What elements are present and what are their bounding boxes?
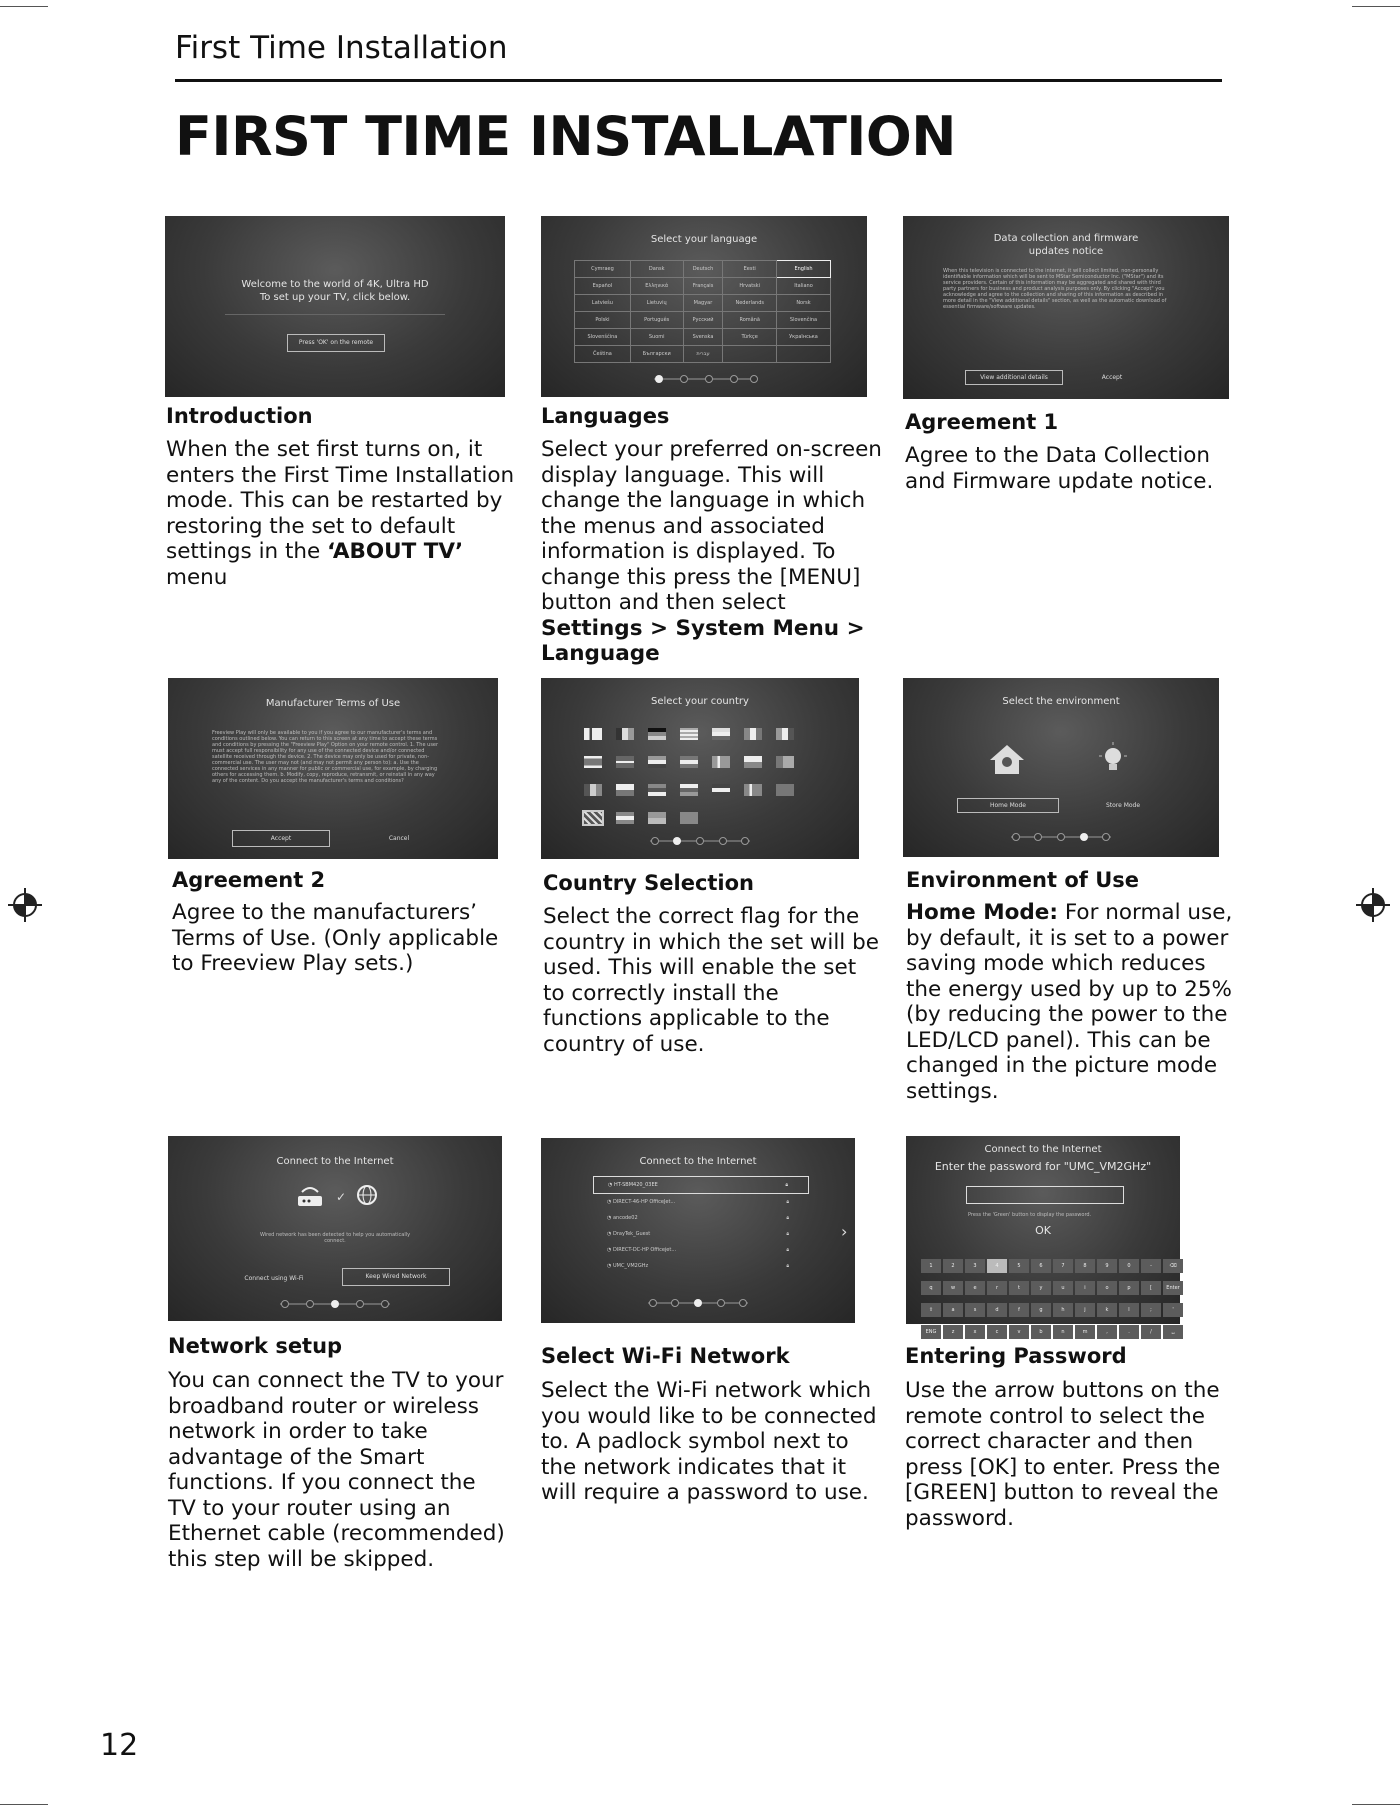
- flag-icon: [616, 812, 634, 824]
- registration-mark-icon: [1356, 888, 1390, 922]
- wifi-icon: ◔: [607, 1247, 612, 1253]
- flag-icon: [776, 756, 794, 768]
- keyboard-key: q: [921, 1281, 941, 1295]
- screen-title: Select the environment: [1002, 696, 1120, 707]
- crop-mark: [1352, 6, 1400, 7]
- home-icon: [987, 742, 1027, 776]
- body-agreement-2: Agree to the manufacturers’ Terms of Use. (Only applicable to Freeview Play sets.): [172, 900, 499, 976]
- keyboard-key: 5: [1009, 1259, 1029, 1273]
- keyboard-key: 4: [987, 1259, 1007, 1273]
- screen-button: Accept: [1101, 374, 1123, 381]
- flag-icon: [680, 756, 698, 768]
- caption-agreement-1: Agreement 1: [905, 410, 1059, 434]
- keyboard-key: ;: [1141, 1303, 1161, 1317]
- flag-icon: [648, 812, 666, 824]
- keyboard-key: 3: [965, 1259, 985, 1273]
- flag-icon: [744, 784, 762, 796]
- password-input: [966, 1186, 1124, 1204]
- keyboard-key: p: [1119, 1281, 1139, 1295]
- keyboard-key: t: [1009, 1281, 1029, 1295]
- flag-icon: [648, 756, 666, 768]
- keyboard-key: z: [943, 1325, 963, 1339]
- screen-button: Connect using Wi-Fi: [244, 1275, 304, 1282]
- ok-label: OK: [1035, 1224, 1051, 1237]
- keyboard-key: 0: [1119, 1259, 1139, 1273]
- keyboard-key: 2: [943, 1259, 963, 1273]
- caption-network-setup: Network setup: [168, 1334, 343, 1358]
- keyboard-key: .: [1119, 1325, 1139, 1339]
- wifi-network-item: ◔ ancode02 🔒︎: [593, 1210, 809, 1226]
- keyboard-key: a: [943, 1303, 963, 1317]
- screen-text: Wired network has been detected to help you automatically connect.: [259, 1232, 411, 1244]
- caption-agreement-2: Agreement 2: [172, 868, 326, 892]
- wifi-icon: ◔: [607, 1215, 612, 1221]
- caption-entering-password: Entering Password: [905, 1344, 1127, 1368]
- keyboard-key: ⇧: [921, 1303, 941, 1317]
- page-number: 12: [100, 1728, 139, 1763]
- keyboard-key: u: [1053, 1281, 1073, 1295]
- keyboard-key: w: [943, 1281, 963, 1295]
- keyboard-key: f: [1009, 1303, 1029, 1317]
- screen-title: Connect to the Internet: [276, 1156, 394, 1167]
- keyboard-key: r: [987, 1281, 1007, 1295]
- keyboard-key: e: [965, 1281, 985, 1295]
- padlock-icon: 🔒︎: [785, 1182, 788, 1188]
- keyboard-key: d: [987, 1303, 1007, 1317]
- flag-icon: [616, 756, 634, 768]
- flag-grid: [577, 728, 827, 840]
- page-title: FIRST TIME INSTALLATION: [175, 105, 956, 168]
- flag-icon: [616, 784, 634, 796]
- padlock-icon: 🔒︎: [786, 1263, 789, 1269]
- keyboard-key: ␣: [1163, 1325, 1183, 1339]
- screenshot-agreement-1: [903, 216, 1229, 399]
- keyboard-key: -: [1141, 1259, 1161, 1273]
- keyboard-key: i: [1075, 1281, 1095, 1295]
- screen-text: When this television is connected to the internet, it will collect limited, non-personally identifiable information which will be sent to MStar Semiconductor Inc. ("MStar") and its service providers. Certain of this information may be aggregated and shared with third party partners for business and product analysis purposes only. By clicking "Accept" you acknowledge and agree to the collection and sharing of this information as described in more detail in the "View additional details" section, as well as the automatic download of essential firmware/software updates.: [943, 268, 1167, 310]
- running-header: First Time Installation: [175, 30, 508, 66]
- keyboard-key: l: [1119, 1303, 1139, 1317]
- padlock-icon: 🔒︎: [786, 1199, 789, 1205]
- screenshot-country-selection: [541, 678, 859, 859]
- wifi-icon: ◔: [607, 1263, 612, 1269]
- body-country-selection: Select the correct flag for the country in which the set will be used. This will enable the set to correctly install the functions applicable to the country of use.: [543, 904, 879, 1057]
- progress-dots: [541, 836, 859, 846]
- crop-mark: [0, 6, 48, 7]
- keyboard-key: x: [965, 1325, 985, 1339]
- keyboard-key: c: [987, 1325, 1007, 1339]
- screen-button: Cancel: [388, 835, 410, 842]
- keyboard-key: k: [1097, 1303, 1117, 1317]
- globe-icon: [356, 1184, 378, 1206]
- progress-dots: [541, 374, 867, 384]
- screenshot-agreement-2: [168, 678, 498, 859]
- wifi-network-item: ◔ UMC_VM2GHz 🔒︎: [593, 1258, 809, 1274]
- screen-hint: Press the 'Green' button to display the password.: [968, 1212, 1092, 1218]
- progress-dots: [903, 832, 1219, 842]
- keyboard-key: s: [965, 1303, 985, 1317]
- keyboard-key: g: [1031, 1303, 1051, 1317]
- flag-icon: [776, 784, 794, 796]
- caption-country-selection: Country Selection: [543, 871, 755, 895]
- padlock-icon: 🔒︎: [786, 1231, 789, 1237]
- crop-mark: [1352, 1804, 1400, 1805]
- flag-icon: [584, 812, 602, 824]
- wifi-network-item: ◔ HT-SBM420_03EE 🔒︎: [593, 1176, 809, 1194]
- keyboard-key: ENG: [921, 1325, 941, 1339]
- screenshot-network-setup: [168, 1136, 502, 1321]
- flag-icon: [584, 756, 602, 768]
- lightbulb-icon: [1095, 742, 1131, 776]
- flag-icon: [648, 784, 666, 796]
- body-network-setup: You can connect the TV to your broadband router or wireless network in order to take advantage of the Smart functions. If you connect the TV to your router using an Ethernet cable (recommended) this step will be skipped.: [168, 1368, 505, 1572]
- screenshot-select-wifi: [541, 1138, 855, 1323]
- header-rule: [175, 79, 1222, 82]
- screenshot-environment: [903, 678, 1219, 857]
- keyboard-key: Enter: [1163, 1281, 1183, 1295]
- keyboard-key: [: [1141, 1281, 1161, 1295]
- flag-icon: [680, 784, 698, 796]
- flag-icon: [776, 728, 794, 740]
- progress-dots: [168, 1299, 502, 1309]
- screenshot-entering-password: [906, 1136, 1180, 1335]
- flag-icon: [680, 812, 698, 824]
- screen-title: Manufacturer Terms of Use: [265, 698, 401, 709]
- screen-text: Welcome to the world of 4K, Ultra HD To set up your TV, click below.: [241, 279, 429, 303]
- keyboard-key: ,: [1097, 1325, 1117, 1339]
- flag-icon: [712, 784, 730, 796]
- flag-icon: [584, 728, 602, 740]
- flag-icon: [680, 728, 698, 740]
- wifi-network-item: ◔ DIRECT-DC-HP Officejet... 🔒︎: [593, 1242, 809, 1258]
- caption-introduction: Introduction: [166, 404, 313, 428]
- crop-mark: [0, 1804, 48, 1805]
- wifi-icon: ◔: [607, 1199, 612, 1205]
- wifi-icon: ◔: [608, 1182, 613, 1188]
- flag-icon: [712, 728, 730, 740]
- flag-icon: [744, 728, 762, 740]
- body-introduction: When the set first turns on, it enters the First Time Installation mode. This can be restarted by restoring the set to default settings in the ‘ABOUT TV’ menu: [166, 437, 515, 590]
- keyboard-key: h: [1053, 1303, 1073, 1317]
- padlock-icon: 🔒︎: [786, 1247, 789, 1253]
- screen-title: Select your language: [650, 234, 758, 245]
- padlock-icon: 🔒︎: [786, 1215, 789, 1221]
- keyboard-key: n: [1053, 1325, 1073, 1339]
- screen-button: Accept: [232, 830, 330, 847]
- keyboard-key: m: [1075, 1325, 1095, 1339]
- body-languages: Select your preferred on-screen display language. This will change the language in which the menus and associated information is displayed. To change this press the [MENU] button and then select Settings > System Menu > Language: [541, 437, 882, 666]
- flag-icon: [648, 728, 666, 740]
- screen-button: Home Mode: [957, 798, 1059, 813]
- screen-button: Keep Wired Network: [342, 1268, 450, 1286]
- wifi-network-item: ◔ DrayTek_Guest 🔒︎: [593, 1226, 809, 1242]
- caption-languages: Languages: [541, 404, 670, 428]
- body-agreement-1: Agree to the Data Collection and Firmware update notice.: [905, 443, 1214, 494]
- chevron-right-icon: ›: [841, 1222, 848, 1241]
- screenshot-languages: [541, 216, 867, 397]
- screen-text: Freeview Play will only be available to you if you agree to our manufacturer's terms and conditions outlined below. You can return to this screen at any time to accept these terms and conditions by pressing the "Freeview Play" Option on your remote control. 1. The user must accept full responsibility for any use of the connected device and/or connected satellite received through the device. 2. The device may only be used for private, non-commercial use. The user may not (and may not permit any person to): a. Use the connected services in any manner for public or commercial use, for example, by charging others for accessing them. b. Modify, copy, reproduce, retransmit, or reinstall in any way any of the content. Do you accept the manufacturer's terms and conditions?: [212, 730, 439, 784]
- body-entering-password: Use the arrow buttons on the remote control to select the correct character and then press [OK] to enter. Press the [GREEN] button to reveal the password.: [905, 1378, 1221, 1531]
- flag-icon: [616, 728, 634, 740]
- keyboard-key: j: [1075, 1303, 1095, 1317]
- keyboard-key: 7: [1053, 1259, 1073, 1273]
- keyboard-key: 1: [921, 1259, 941, 1273]
- screen-title: Data collection and firmware updates notice: [993, 233, 1139, 257]
- wifi-network-item: ◔ DIRECT-46-HP OfficeJet... 🔒︎: [593, 1194, 809, 1210]
- screen-button: Press 'OK' on the remote: [287, 334, 385, 352]
- keyboard-key: b: [1031, 1325, 1051, 1339]
- keyboard-key: o: [1097, 1281, 1117, 1295]
- keyboard-key: 8: [1075, 1259, 1095, 1273]
- flag-icon: [584, 784, 602, 796]
- screen-prompt: Enter the password for "UMC_VM2GHz": [934, 1160, 1152, 1173]
- screenshot-introduction: [165, 216, 505, 397]
- screen-title: Connect to the Internet: [639, 1156, 757, 1167]
- caption-environment: Environment of Use: [906, 868, 1140, 892]
- wifi-list: [593, 1176, 809, 1274]
- progress-dots: [541, 1298, 855, 1308]
- keyboard-key: /: [1141, 1325, 1161, 1339]
- language-grid: Cymraeg Dansk Deutsch Eesti English Español Ελληνικά Français Hrvatski Italiano Latviešu Lietuvių Magyar Nederlands Norsk Polski Português Русский Română Slovenčina Slovenščina Suomi Svenska Türkçe Українська Čeština Български עברית: [574, 260, 831, 363]
- keyboard-key: ': [1163, 1303, 1183, 1317]
- screen-title: Select your country: [651, 696, 749, 707]
- keyboard-key: 6: [1031, 1259, 1051, 1273]
- router-icon: [296, 1184, 324, 1208]
- checkmark-icon: ✓: [336, 1190, 347, 1204]
- screen-button: Store Mode: [1105, 802, 1141, 809]
- body-select-wifi: Select the Wi-Fi network which you would like to be connected to. A padlock symbol next to the network indicates that it will require a password to use.: [541, 1378, 877, 1505]
- flag-icon: [712, 756, 730, 768]
- screen-button: View additional details: [965, 370, 1063, 385]
- screen-title: Connect to the Internet: [984, 1144, 1102, 1155]
- body-environment: Home Mode: For normal use, by default, it is set to a power saving mode which reduces the energy used by up to 25% (by reducing the power to the LED/LCD panel). This can be changed in the picture mode settings.: [906, 900, 1233, 1104]
- flag-icon: [744, 756, 762, 768]
- keyboard-key: y: [1031, 1281, 1051, 1295]
- keyboard-key: 9: [1097, 1259, 1117, 1273]
- registration-mark-icon: [8, 888, 42, 922]
- onscreen-keyboard: [920, 1252, 1190, 1340]
- wifi-icon: ◔: [607, 1231, 612, 1237]
- caption-select-wifi: Select Wi-Fi Network: [541, 1344, 790, 1368]
- keyboard-key: v: [1009, 1325, 1029, 1339]
- keyboard-key: ⌫: [1163, 1259, 1183, 1273]
